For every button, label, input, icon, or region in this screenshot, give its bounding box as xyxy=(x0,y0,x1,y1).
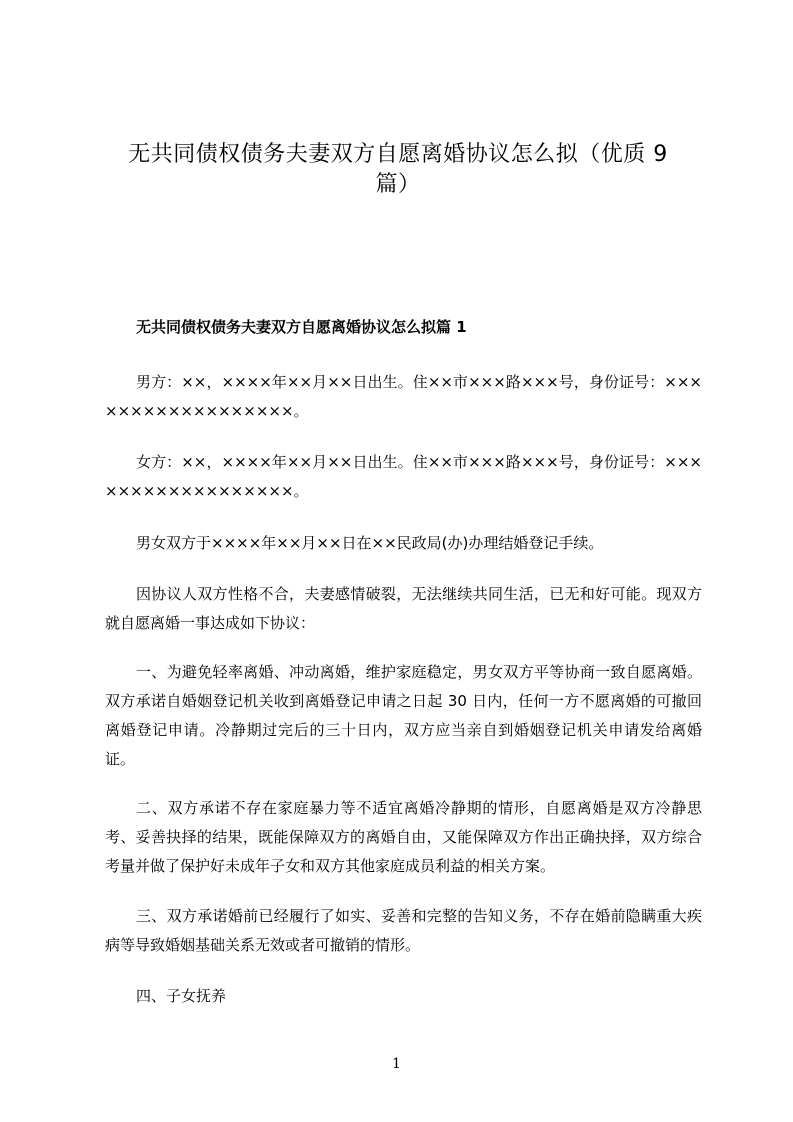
document-title: 无共同债权债务夫妻双方自愿离婚协议怎么拟（优质 9 篇） xyxy=(128,142,668,197)
paragraph-clause-one: 一、为避免轻率离婚、冲动离婚，维护家庭稳定，男女双方平等协商一致自愿离婚。双方承诺自婚姻登记机关收到离婚登记申请之日起 30 日内，任何一方不愿离婚的可撤回离婚登记申请。冷静期过完后的三十日内，双方应当亲自到婚姻登记机关申请发给离婚证。 xyxy=(105,663,702,768)
paragraph-clause-four: 四、子女抚养 xyxy=(136,987,227,1005)
paragraph-male-party: 男方：××，××××年××月××日出生。住××市×××路×××号，身份证号：××××××××××××××××××。 xyxy=(105,373,702,420)
paragraph-female-party: 女方：××，××××年××月××日出生。住××市×××路×××号，身份证号：××××××××××××××××××。 xyxy=(105,453,702,500)
paragraph-divorce-reason: 因协议人双方性格不合，夫妻感情破裂，无法继续共同生活，已无和好可能。现双方就自愿离婚一事达成如下协议： xyxy=(105,585,702,632)
page-number: 1 xyxy=(392,1056,401,1072)
paragraph-clause-three: 三、双方承诺婚前已经履行了如实、妥善和完整的告知义务，不存在婚前隐瞒重大疾病等导致婚姻基础关系无效或者可撤销的情形。 xyxy=(105,907,702,954)
section-heading: 无共同债权债务夫妻双方自愿离婚协议怎么拟篇 1 xyxy=(136,318,467,336)
paragraph-clause-two: 二、双方承诺不存在家庭暴力等不适宜离婚冷静期的情形，自愿离婚是双方冷静思考、妥善抉择的结果，既能保障双方的离婚自由，又能保障双方作出正确抉择，双方综合考量并做了保护好未成年子女和双方其他家庭成员利益的相关方案。 xyxy=(105,799,702,875)
paragraph-marriage-registration: 男女双方于××××年××月××日在××民政局(办)办理结婚登记手续。 xyxy=(136,534,604,552)
